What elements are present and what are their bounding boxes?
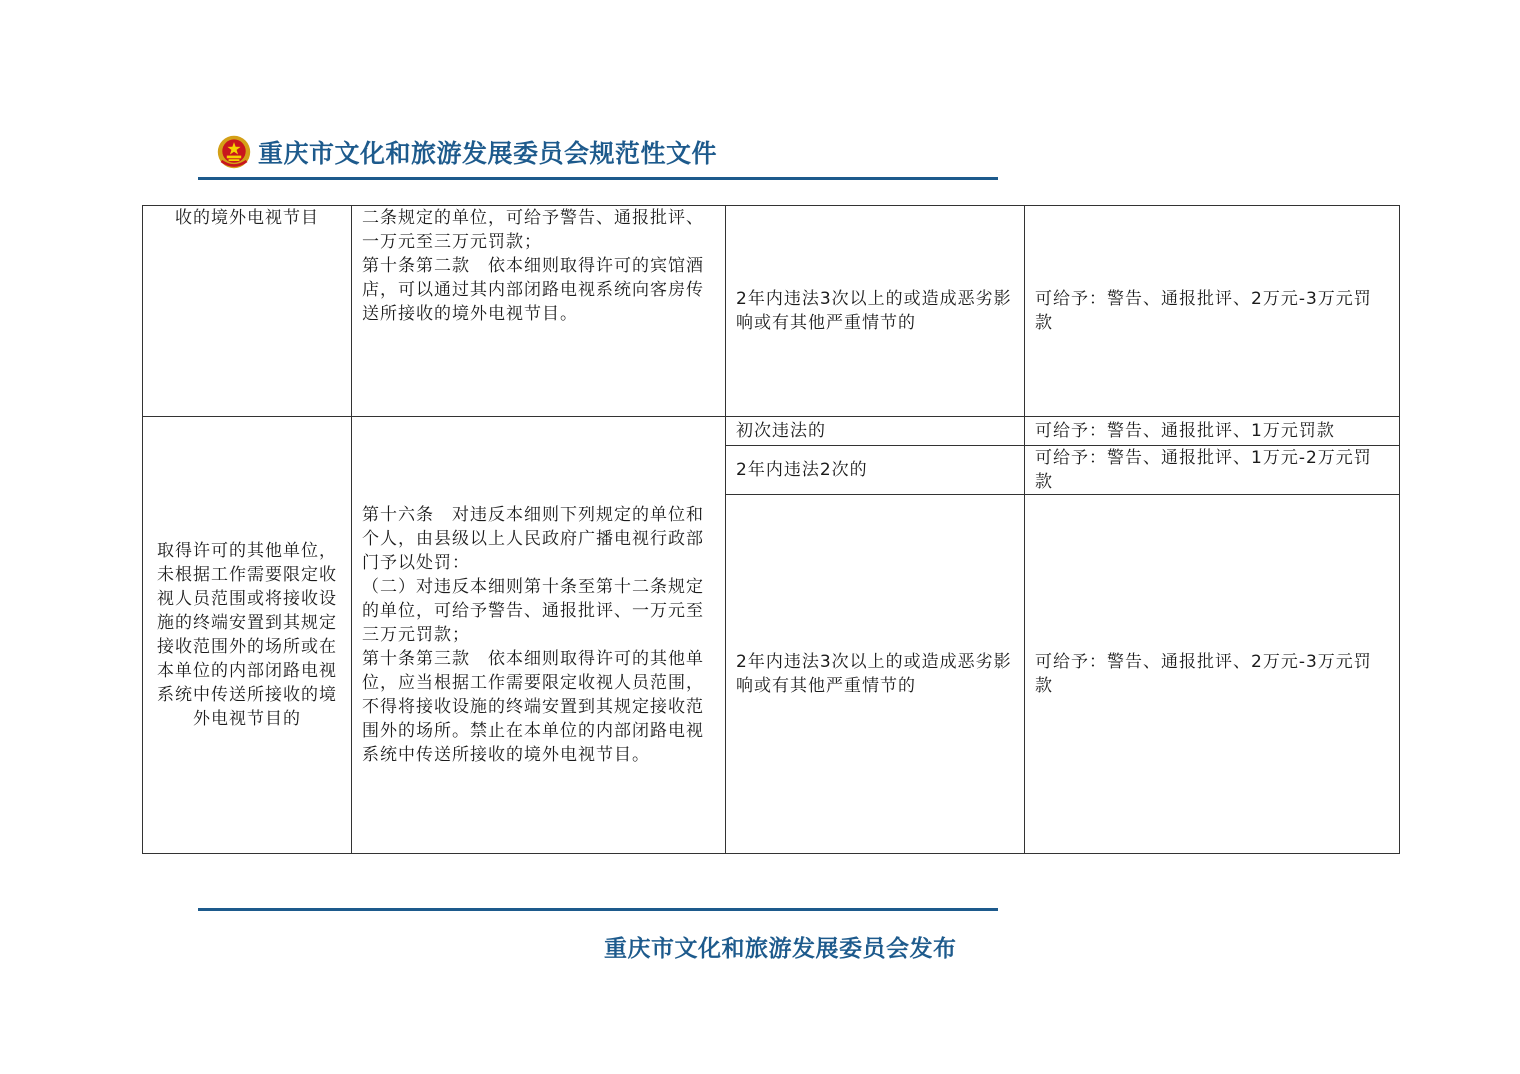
circumstance-cell: 2年内违法3次以上的或造成恶劣影响或有其他严重情节的: [726, 206, 1025, 417]
violation-cell: 收的境外电视节目: [143, 206, 352, 417]
violation-cell: 取得许可的其他单位，未根据工作需要限定收视人员范围或将接收设施的终端安置到其规定接收范围外的场所或在本单位的内部闭路电视系统中传送所接收的境外电视节目的: [143, 417, 352, 854]
national-emblem-icon: [216, 134, 252, 170]
circumstance-cell: 初次违法的: [726, 417, 1025, 446]
penalty-cell: 可给予：警告、通报批评、1万元-2万元罚款: [1025, 446, 1400, 495]
footer-divider: [198, 908, 998, 911]
penalty-table: [142, 205, 1400, 854]
circumstance-cell: 2年内违法2次的: [726, 446, 1025, 495]
footer-publisher: 重庆市文化和旅游发展委员会发布: [604, 935, 957, 962]
header-divider: [198, 177, 998, 180]
circumstance-cell: 2年内违法3次以上的或造成恶劣影响或有其他严重情节的: [726, 495, 1025, 854]
penalty-cell: 可给予：警告、通报批评、1万元罚款: [1025, 417, 1400, 446]
legal-basis-cell: 第十六条 对违反本细则下列规定的单位和个人，由县级以上人民政府广播电视行政部门予以处罚： （二）对违反本细则第十条至第十二条规定的单位，可给予警告、通报批评、一万元至三万元罚款； 第十条第三款 依本细则取得许可的其他单位，应当根据工作需要限定收视人员范围，不得将接收设施的终端安置到其规定接收范围外的场所。禁止在本单位的内部闭路电视系统中传送所接收的境外电视节目。: [352, 417, 726, 854]
page-header: [216, 130, 717, 174]
penalty-cell: 可给予：警告、通报批评、2万元-3万元罚款: [1025, 206, 1400, 417]
legal-basis-cell: 二条规定的单位，可给予警告、通报批评、一万元至三万元罚款； 第十条第二款 依本细则取得许可的宾馆酒店，可以通过其内部闭路电视系统向客房传送所接收的境外电视节目。: [352, 206, 726, 417]
header-title: 重庆市文化和旅游发展委员会规范性文件: [258, 139, 718, 168]
table-row: [143, 417, 1400, 446]
penalty-cell: 可给予：警告、通报批评、2万元-3万元罚款: [1025, 495, 1400, 854]
table-row: [143, 206, 1400, 417]
